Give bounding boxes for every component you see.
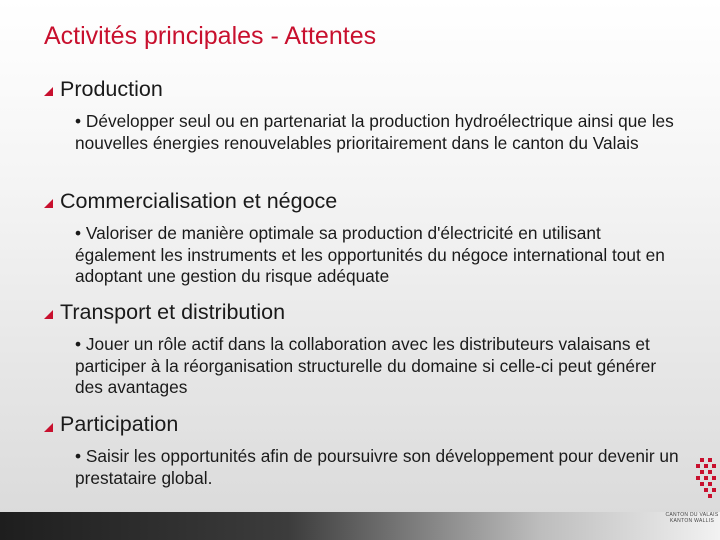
section-text: Valoriser de manière optimale sa production d'électricité en utilisant également les instruments et les opportunités du négoce international tout en adoptant une gestion du risque adéquate: [75, 223, 665, 286]
logo-text-line2: KANTON WALLIS: [669, 518, 715, 524]
bullet-icon: •: [75, 223, 82, 243]
canton-logo: [664, 452, 720, 524]
canton-star-icon: [664, 452, 720, 508]
section-marker-icon: [44, 87, 53, 96]
bullet-icon: •: [75, 334, 82, 354]
section-text: Saisir les opportunités afin de poursuivre son développement pour devenir un prestataire global.: [75, 446, 679, 488]
slide-title: Activités principales - Attentes: [44, 22, 377, 50]
section-heading-transport: Transport et distribution: [60, 300, 286, 324]
bullet-icon: •: [75, 111, 82, 131]
section-text: Développer seul ou en partenariat la production hydroélectrique ainsi que les nouvelles énergies renouvelables prioritairement dans le canton du Valais: [75, 111, 674, 153]
section-text: Jouer un rôle actif dans la collaboration avec les distributeurs valaisans et participer à la réorganisation structurelle du domaine si celle-ci peut générer des avantages: [75, 334, 657, 397]
section-marker-icon: [44, 310, 53, 319]
section-heading-commercialisation: Commercialisation et négoce: [60, 189, 338, 213]
section-text-transport: [75, 334, 685, 399]
section-heading-production: Production: [60, 77, 163, 101]
section-heading-participation: Participation: [60, 412, 179, 436]
footer-bar: [0, 512, 720, 540]
section-text-commercialisation: [75, 223, 685, 288]
section-marker-icon: [44, 423, 53, 432]
section-marker-icon: [44, 199, 53, 208]
logo-text-line1: CANTON DU VALAIS: [665, 512, 719, 518]
section-text-production: [75, 111, 685, 154]
section-text-participation: [75, 446, 685, 489]
bullet-icon: •: [75, 446, 82, 466]
